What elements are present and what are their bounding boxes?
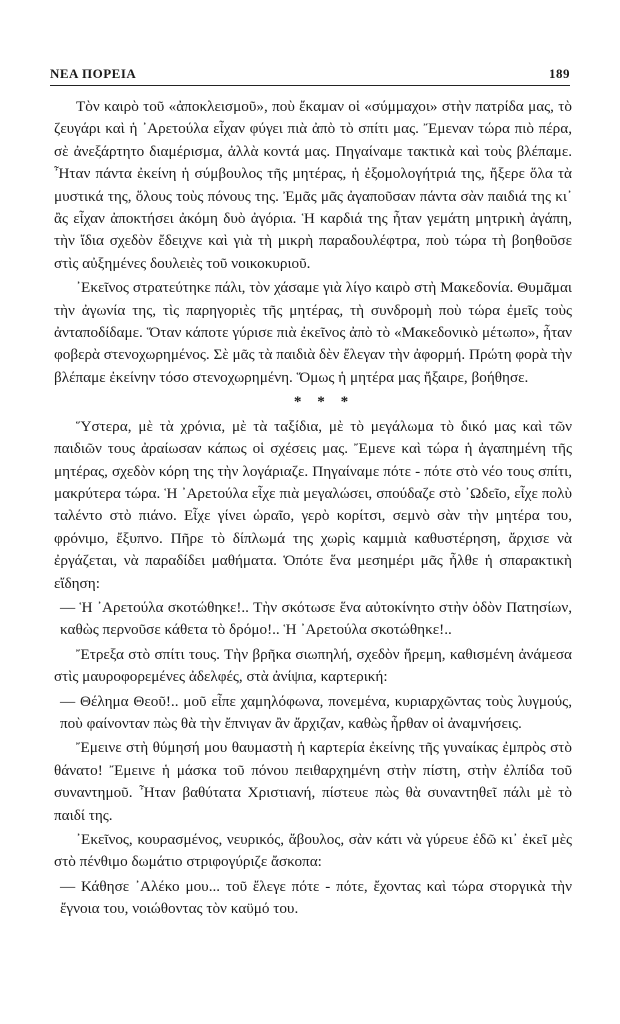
journal-title: ΝΕΑ ΠΟΡΕΙΑ bbox=[50, 66, 137, 81]
dialog-line-1: — Ἡ ᾿Αρετούλα σκοτώθηκε!.. Τὴν σκότωσε ἕνα αὐτοκίνητο στὴν ὁδὸν Πατησίων, καθὼς περνοῦσε κάθετα τὸ δρόμο!.. Ἡ ᾿Αρετούλα σκοτώθηκε!.. bbox=[60, 598, 572, 639]
dialog-line-3: — Κάθησε ᾿Αλέκο μου... τοῦ ἔλεγε πότε - πότε, ἔχοντας καὶ τώρα στοργικὰ τὴν ἔγνοια του, νοιώθοντας τὸν καϋμό του. bbox=[60, 877, 572, 918]
running-header bbox=[50, 60, 570, 86]
paragraph-2: ᾿Εκεῖνος στρατεύτηκε πάλι, τὸν χάσαμε γιὰ λίγο καιρὸ στὴ Μακεδονία. Θυμᾶμαι τὴν ἀγωνία της, τὶς παρηγοριὲς τῆς μητέρας, τὴ συνδρομὴ ποὺ τώρα ἐμεῖς τοὺς ἀνταποδίδαμε. Ὅταν κάποτε γύρισε πιὰ ἐκεῖνος ἀπὸ τὸ «Μακεδονικὸ μέτωπο», ἦταν φοβερὰ στενοχωρημένος. Σὲ μᾶς τὰ παιδιὰ δὲν ἔλεγαν τὴν ἀφορμή. Πρώτη φορὰ τὴν βλέπαμε ἐκείνην τόσο στενοχωρημένη. Ὅμως ἡ μητέρα μας ἤξαιρε, βοήθησε. bbox=[54, 279, 572, 386]
page-number: 189 bbox=[549, 66, 570, 81]
paragraph-1: Τὸν καιρὸ τοῦ «ἀποκλεισμοῦ», ποὺ ἔκαμαν οἱ «σύμμαχοι» στὴν πατρίδα μας, τὸ ζευγάρι καὶ ἡ ᾿Αρετούλα εἶχαν φύγει πιὰ ἀπὸ τὸ σπίτι μας. Ἔμεναν τώρα πιὸ πέρα, σὲ ἀνεξάρτητο διαμέρισμα, ἀλλὰ κοντά μας. Πηγαίναμε τακτικὰ καὶ τοὺς βλέπαμε. Ἦταν πάντα ἐκείνη ἡ σύμβουλος τῆς μητέρας, ἡ ἐξομολογήτριά της, ἤξερε ὅλα τὰ μυστικά της, ὅλους τοὺς πόνους της. Ἐμᾶς μᾶς ἀγαποῦσαν πάντα σὰν παιδιά της κι᾿ ἂς εἶχαν ἀποκτήσει ἀκόμη δυὸ ἀγόρια. Ἡ καρδιά της ἦταν γεμάτη μητρικὴ ἀγάπη, τὴν ἴδια σχεδὸν ἔδειχνε καὶ γιὰ τὴ μικρὴ παραδουλέφτρα, ποὺ τώρα τὴ βοηθοῦσε στὶς αὐξημένες δουλειὲς τοῦ νοικοκυριοῦ. bbox=[54, 98, 572, 272]
paragraph-3: Ὕστερα, μὲ τὰ χρόνια, μὲ τὰ ταξίδια, μὲ τὸ μεγάλωμα τὸ δικό μας καὶ τῶν παιδιῶν τους ἀραίωσαν κάπως οἱ σχέσεις μας. Ἔμενε καὶ τώρα ἡ ἀγαπημένη τῆς μητέρας, σχεδὸν κόρη της τὴν λογάριαζε. Πηγαίναμε πότε - πότε στὸ νέο τους σπίτι, μακρύτερα τώρα. Ἡ ᾿Αρετούλα εἶχε πιὰ μεγαλώσει, σπούδαζε στὸ ᾿Ωδεῖο, εἶχε πολὺ ταλέντο στὸ πιάνο. Εἶχε γίνει ὡραῖο, γερὸ κορίτσι, σεμνὸ σὰν τὴν μητέρα του, φρόνιμο, ἔξυπνο. Πῆρε τὸ δίπλωμά της χωρὶς καμμιὰ καθυστέρηση, ἄρχισε νὰ ἐργάζεται, νὰ παραδίδει μαθήματα. Ὁπότε ἕνα μεσημέρι μᾶς ἦλθε ἡ σπαρακτικὴ εἴδηση: bbox=[54, 417, 572, 592]
paragraph-6: ᾿Εκεῖνος, κουρασμένος, νευρικός, ἄβουλος, σὰν κάτι νὰ γύρευε ἐδῶ κι᾿ ἐκεῖ μὲς στὸ πένθιμο δωμάτιο στριφογύριζε ἄσκοπα: bbox=[54, 831, 572, 871]
paragraph-4: Ἔτρεξα στὸ σπίτι τους. Τὴν βρῆκα σιωπηλή, σχεδὸν ἤρεμη, καθισμένη ἀνάμεσα στὶς μαυροφορεμένες ἀδελφές, στὰ ἀνίψια, καρτερική: bbox=[54, 645, 572, 686]
section-separator: * * * bbox=[293, 393, 355, 411]
paragraph-5: Ἔμεινε στὴ θύμησή μου θαυμαστὴ ἡ καρτερία ἐκείνης τῆς γυναίκας ἐμπρὸς στὸ θάνατο! Ἔμεινε ἡ μάσκα τοῦ πόνου πειθαρχημένη στὴν πίστη, στὴν ἐλπίδα τοῦ συναντημοῦ. Ἦταν βαθύτατα Χριστιανή, πίστευε πὼς θὰ συναντηθεῖ πάλι μὲ τὸ παιδί της. bbox=[54, 739, 572, 824]
article-body bbox=[54, 96, 572, 923]
dialog-line-2: — Θέλημα Θεοῦ!.. μοῦ εἶπε χαμηλόφωνα, πονεμένα, κυριαρχῶντας τοὺς λυγμούς, ποὺ φαίνονταν πὼς θὰ τὴν ἔπνιγαν ἂν ἄρχιζαν, καθὼς ἦρθαν οἱ ἀναμνήσεις. bbox=[60, 692, 572, 732]
